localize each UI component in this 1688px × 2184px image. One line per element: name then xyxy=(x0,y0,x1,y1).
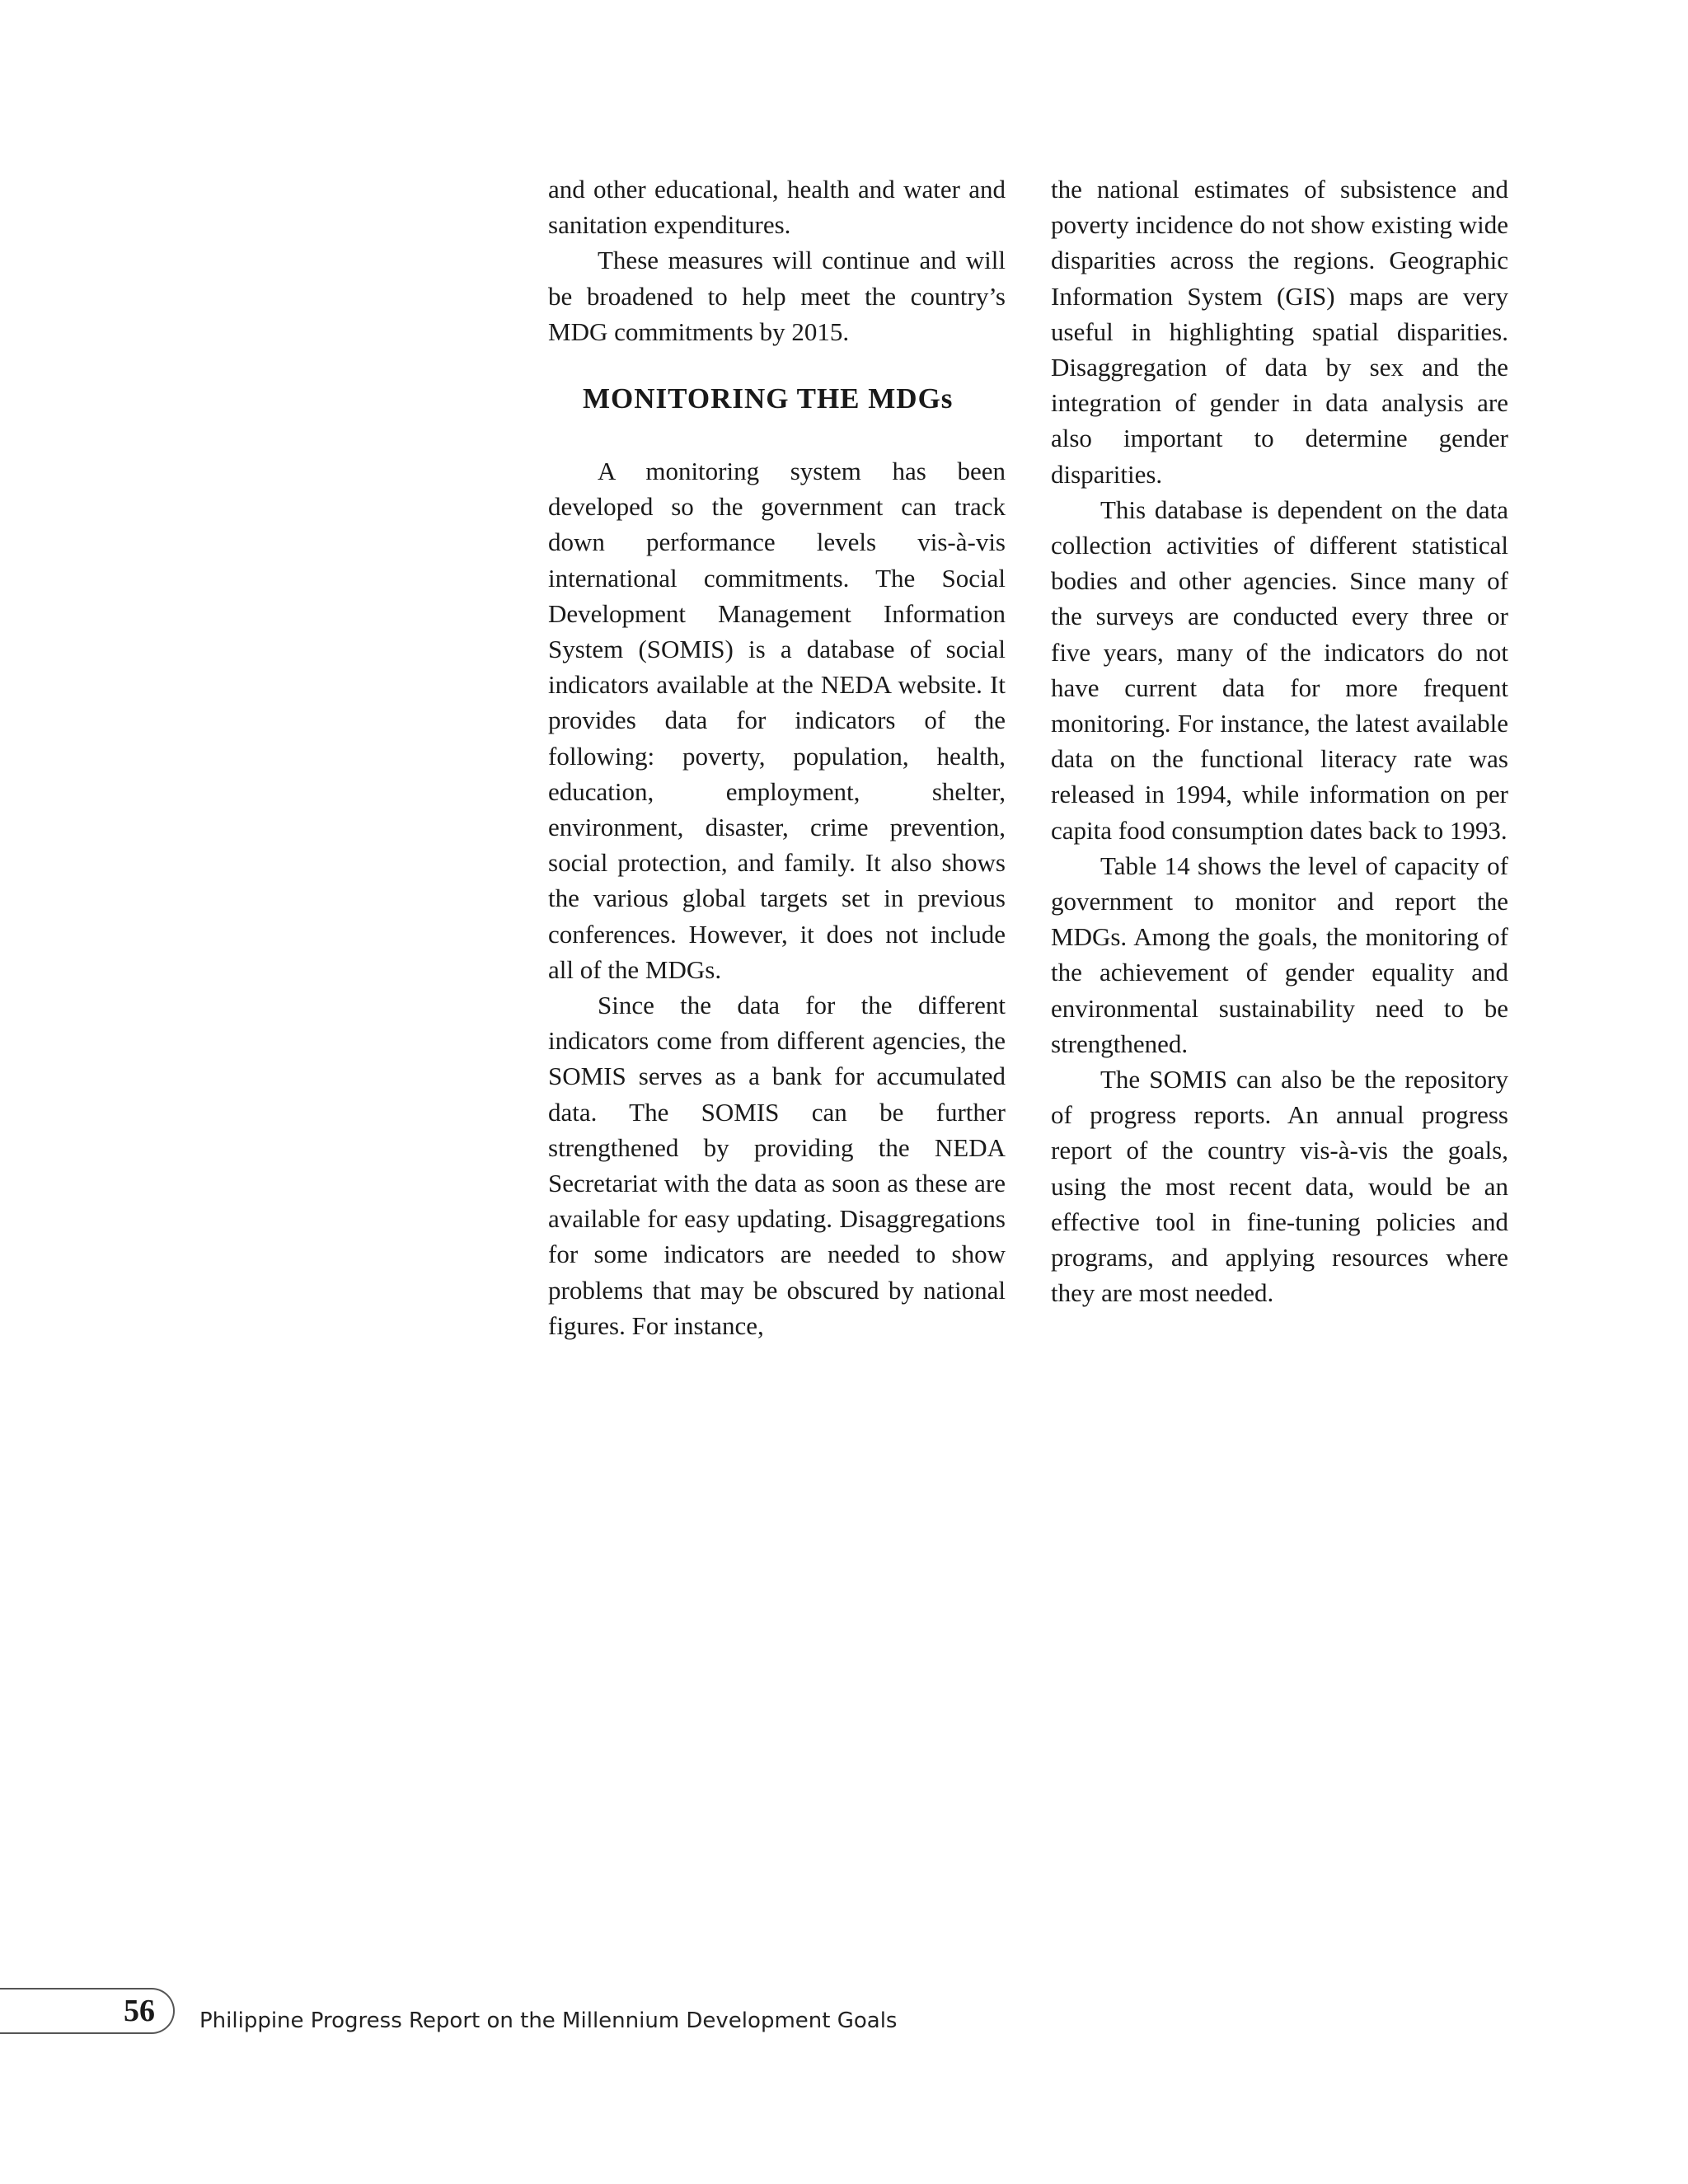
right-column xyxy=(1051,171,1508,1311)
left-column xyxy=(548,171,1006,1343)
paragraph: These measures will continue and will be broadened to help meet the country’s MDG commitments by 2015. xyxy=(548,246,1006,346)
section-heading: MONITORING THE MDGs xyxy=(583,382,954,415)
paragraph: and other educational, health and water and sanitation expenditures. xyxy=(548,175,1006,240)
paragraph: the national estimates of subsistence and poverty incidence do not show existing wide disparities across the regions. Geographic Information System (GIS) maps are very useful in highlighting spatial disparities. Disaggregation of data by sex and the integration of gender in data analysis are also important to determine gender disparities. xyxy=(1051,175,1508,489)
paragraph: Table 14 shows the level of capacity of government to monitor and report the MDGs. Among the goals, the monitoring of the achievement of gender equality and environmental sustainability need to be strengthened. xyxy=(1051,851,1508,1058)
page-number: 56 xyxy=(124,1994,155,2028)
paragraph: Since the data for the different indicators come from different agencies, the SOMIS serves as a bank for accumulated data. The SOMIS can be further strengthened by providing the NEDA Secretariat with the data as soon as these are available for easy updating. Disaggregations for some indicators are needed to show problems that may be obscured by national figures. For instance, xyxy=(548,991,1006,1340)
page-footer xyxy=(0,1981,989,2039)
paragraph: A monitoring system has been developed so the government can track down performance levels vis-à-vis international commitments. The Social Development Management Information System (SOMIS) is a database of social indicators available at the NEDA website. It provides data for indicators of the following: poverty, population, health, education, employment, shelter, environment, disaster, crime prevention, social protection, and family. It also shows the various global targets set in previous conferences. However, it does not include all of the MDGs. xyxy=(548,457,1006,984)
paragraph: The SOMIS can also be the repository of progress reports. An annual progress report of the country vis-à-vis the goals, using the most recent data, would be an effective tool in fine-tuning policies and programs, and applying resources where they are most needed. xyxy=(1051,1065,1508,1308)
running-title: Philippine Progress Report on the Millennium Development Goals xyxy=(199,2008,898,2033)
paragraph: This database is dependent on the data collection activities of different statistical bodies and other agencies. Since many of the surveys are conducted every three or five years, many of the indicators do not have current data for more frequent monitoring. For instance, the latest available data on the functional literacy rate was released in 1994, while information on per capita food consumption dates back to 1993. xyxy=(1051,494,1508,845)
